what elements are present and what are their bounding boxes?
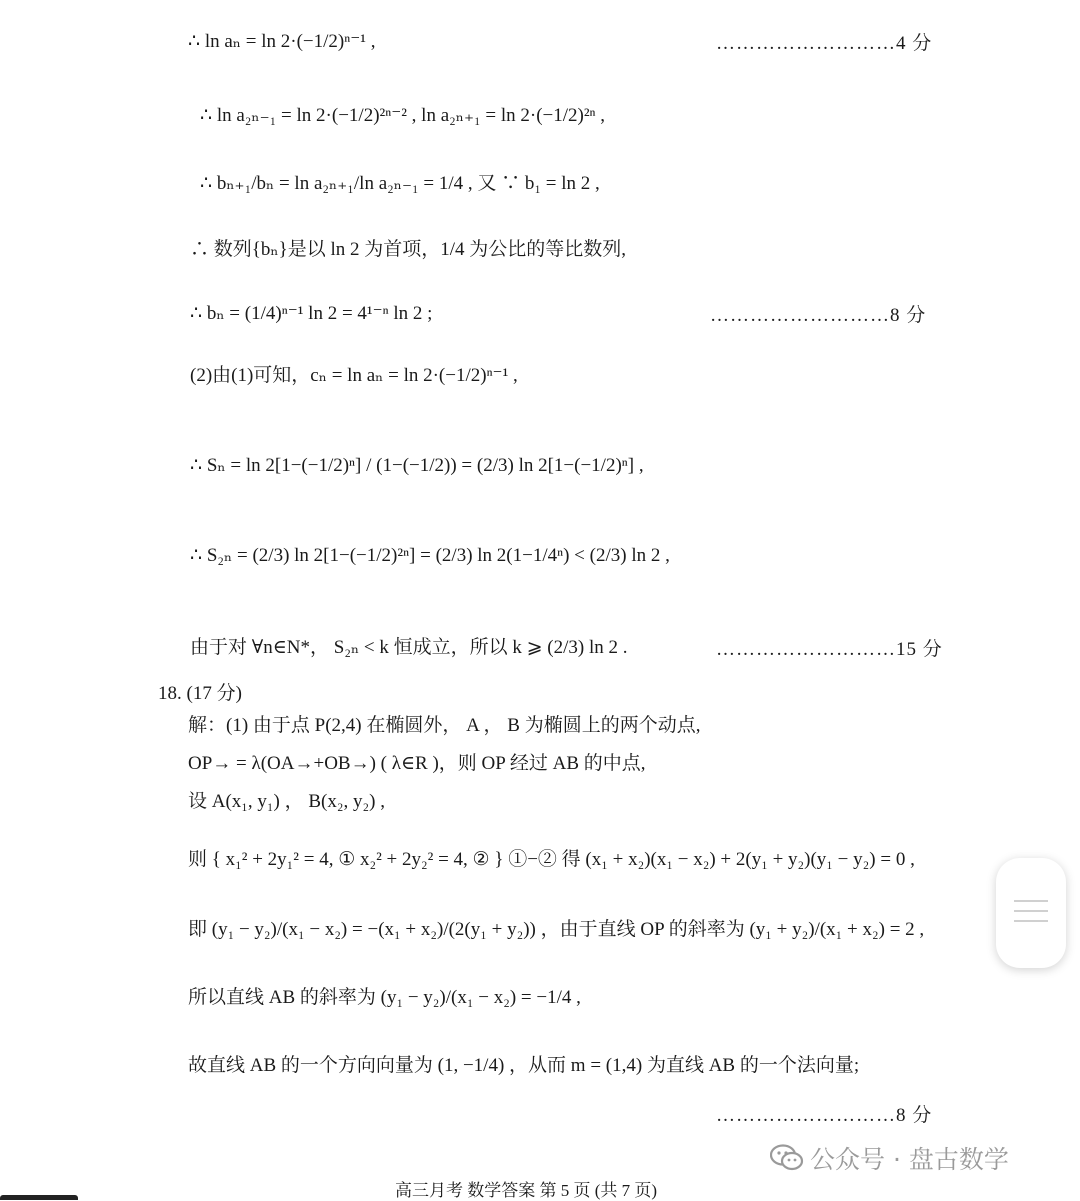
score-4: ………………………4 分 — [716, 33, 933, 54]
score-15: ………………………15 分 — [716, 639, 943, 660]
menu-icon — [1014, 900, 1048, 930]
line-9: 由于对 ∀n∈N*， S₂ₙ < k 恒成立，所以 k ⩾ (2/3) ln 2 . — [190, 637, 628, 658]
line-12: 设 A(x₁, y₁) ， B(x₂, y₂) , — [188, 791, 385, 812]
score-8-b: ………………………8 分 — [716, 1105, 933, 1126]
line-14: 即 (y₁ − y₂)/(x₁ − x₂) = −(x₁ + x₂)/(2(y₁ + y₂)) ，由于直线 OP 的斜率为 (y₁ + y₂)/(x₁ + x₂) = 2 , — [188, 919, 925, 940]
line-2: ∴ ln a₂ₙ₋₁ = ln 2·(−1/2)²ⁿ⁻² , ln a₂ₙ₊₁ = ln 2·(−1/2)²ⁿ , — [200, 105, 606, 126]
score-8-a: ………………………8 分 — [710, 305, 927, 326]
line-16: 故直线 AB 的一个方向向量为 (1, −1/4) ，从而 m = (1,4) 为直线 AB 的一个法向量; — [188, 1055, 860, 1076]
corner-tab — [0, 1195, 78, 1200]
line-10: 解：(1) 由于点 P(2,4) 在椭圆外， A ， B 为椭圆上的两个动点, — [188, 715, 701, 736]
line-5: ∴ bₙ = (1/4)ⁿ⁻¹ ln 2 = 4¹⁻ⁿ ln 2 ; — [190, 303, 433, 324]
line-4: ∴ 数列{bₙ}是以 ln 2 为首项，1/4 为公比的等比数列, — [190, 239, 627, 260]
wechat-icon — [770, 1144, 804, 1178]
line-15: 所以直线 AB 的斜率为 (y₁ − y₂)/(x₁ − x₂) = −1/4 , — [188, 987, 581, 1008]
line-13: 则 { x₁² + 2y₁² = 4, ① x₂² + 2y₂² = 4, ② } ①−② 得 (x₁ + x₂)(x₁ − x₂) + 2(y₁ + y₂)(y₁ − y₂) = 0 , — [188, 849, 915, 870]
line-11: OP→ = λ(OA→+OB→) ( λ∈R )，则 OP 经过 AB 的中点, — [188, 753, 646, 774]
line-8: ∴ S₂ₙ = (2/3) ln 2[1−(−1/2)²ⁿ] = (2/3) ln 2(1−1/4ⁿ) < (2/3) ln 2 , — [190, 545, 670, 566]
line-1: ∴ ln aₙ = ln 2·(−1/2)ⁿ⁻¹ , — [188, 31, 376, 52]
line-7: ∴ Sₙ = ln 2[1−(−1/2)ⁿ] / (1−(−1/2)) = (2/3) ln 2[1−(−1/2)ⁿ] , — [190, 455, 644, 476]
floating-menu-button[interactable] — [996, 858, 1066, 968]
watermark-text: 公众号 · 盘古数学 — [810, 1145, 1009, 1174]
watermark — [770, 1140, 1009, 1178]
problem-18-heading: 18. (17 分) — [158, 683, 242, 704]
page-footer: 高三月考 数学答案 第 5 页 (共 7 页) — [395, 1181, 658, 1200]
line-3: ∴ bₙ₊₁/bₙ = ln a₂ₙ₊₁/ln a₂ₙ₋₁ = 1/4 , 又 ∵ b₁ = ln 2 , — [200, 173, 600, 194]
line-6: (2)由(1)可知，cₙ = ln aₙ = ln 2·(−1/2)ⁿ⁻¹ , — [190, 365, 518, 386]
